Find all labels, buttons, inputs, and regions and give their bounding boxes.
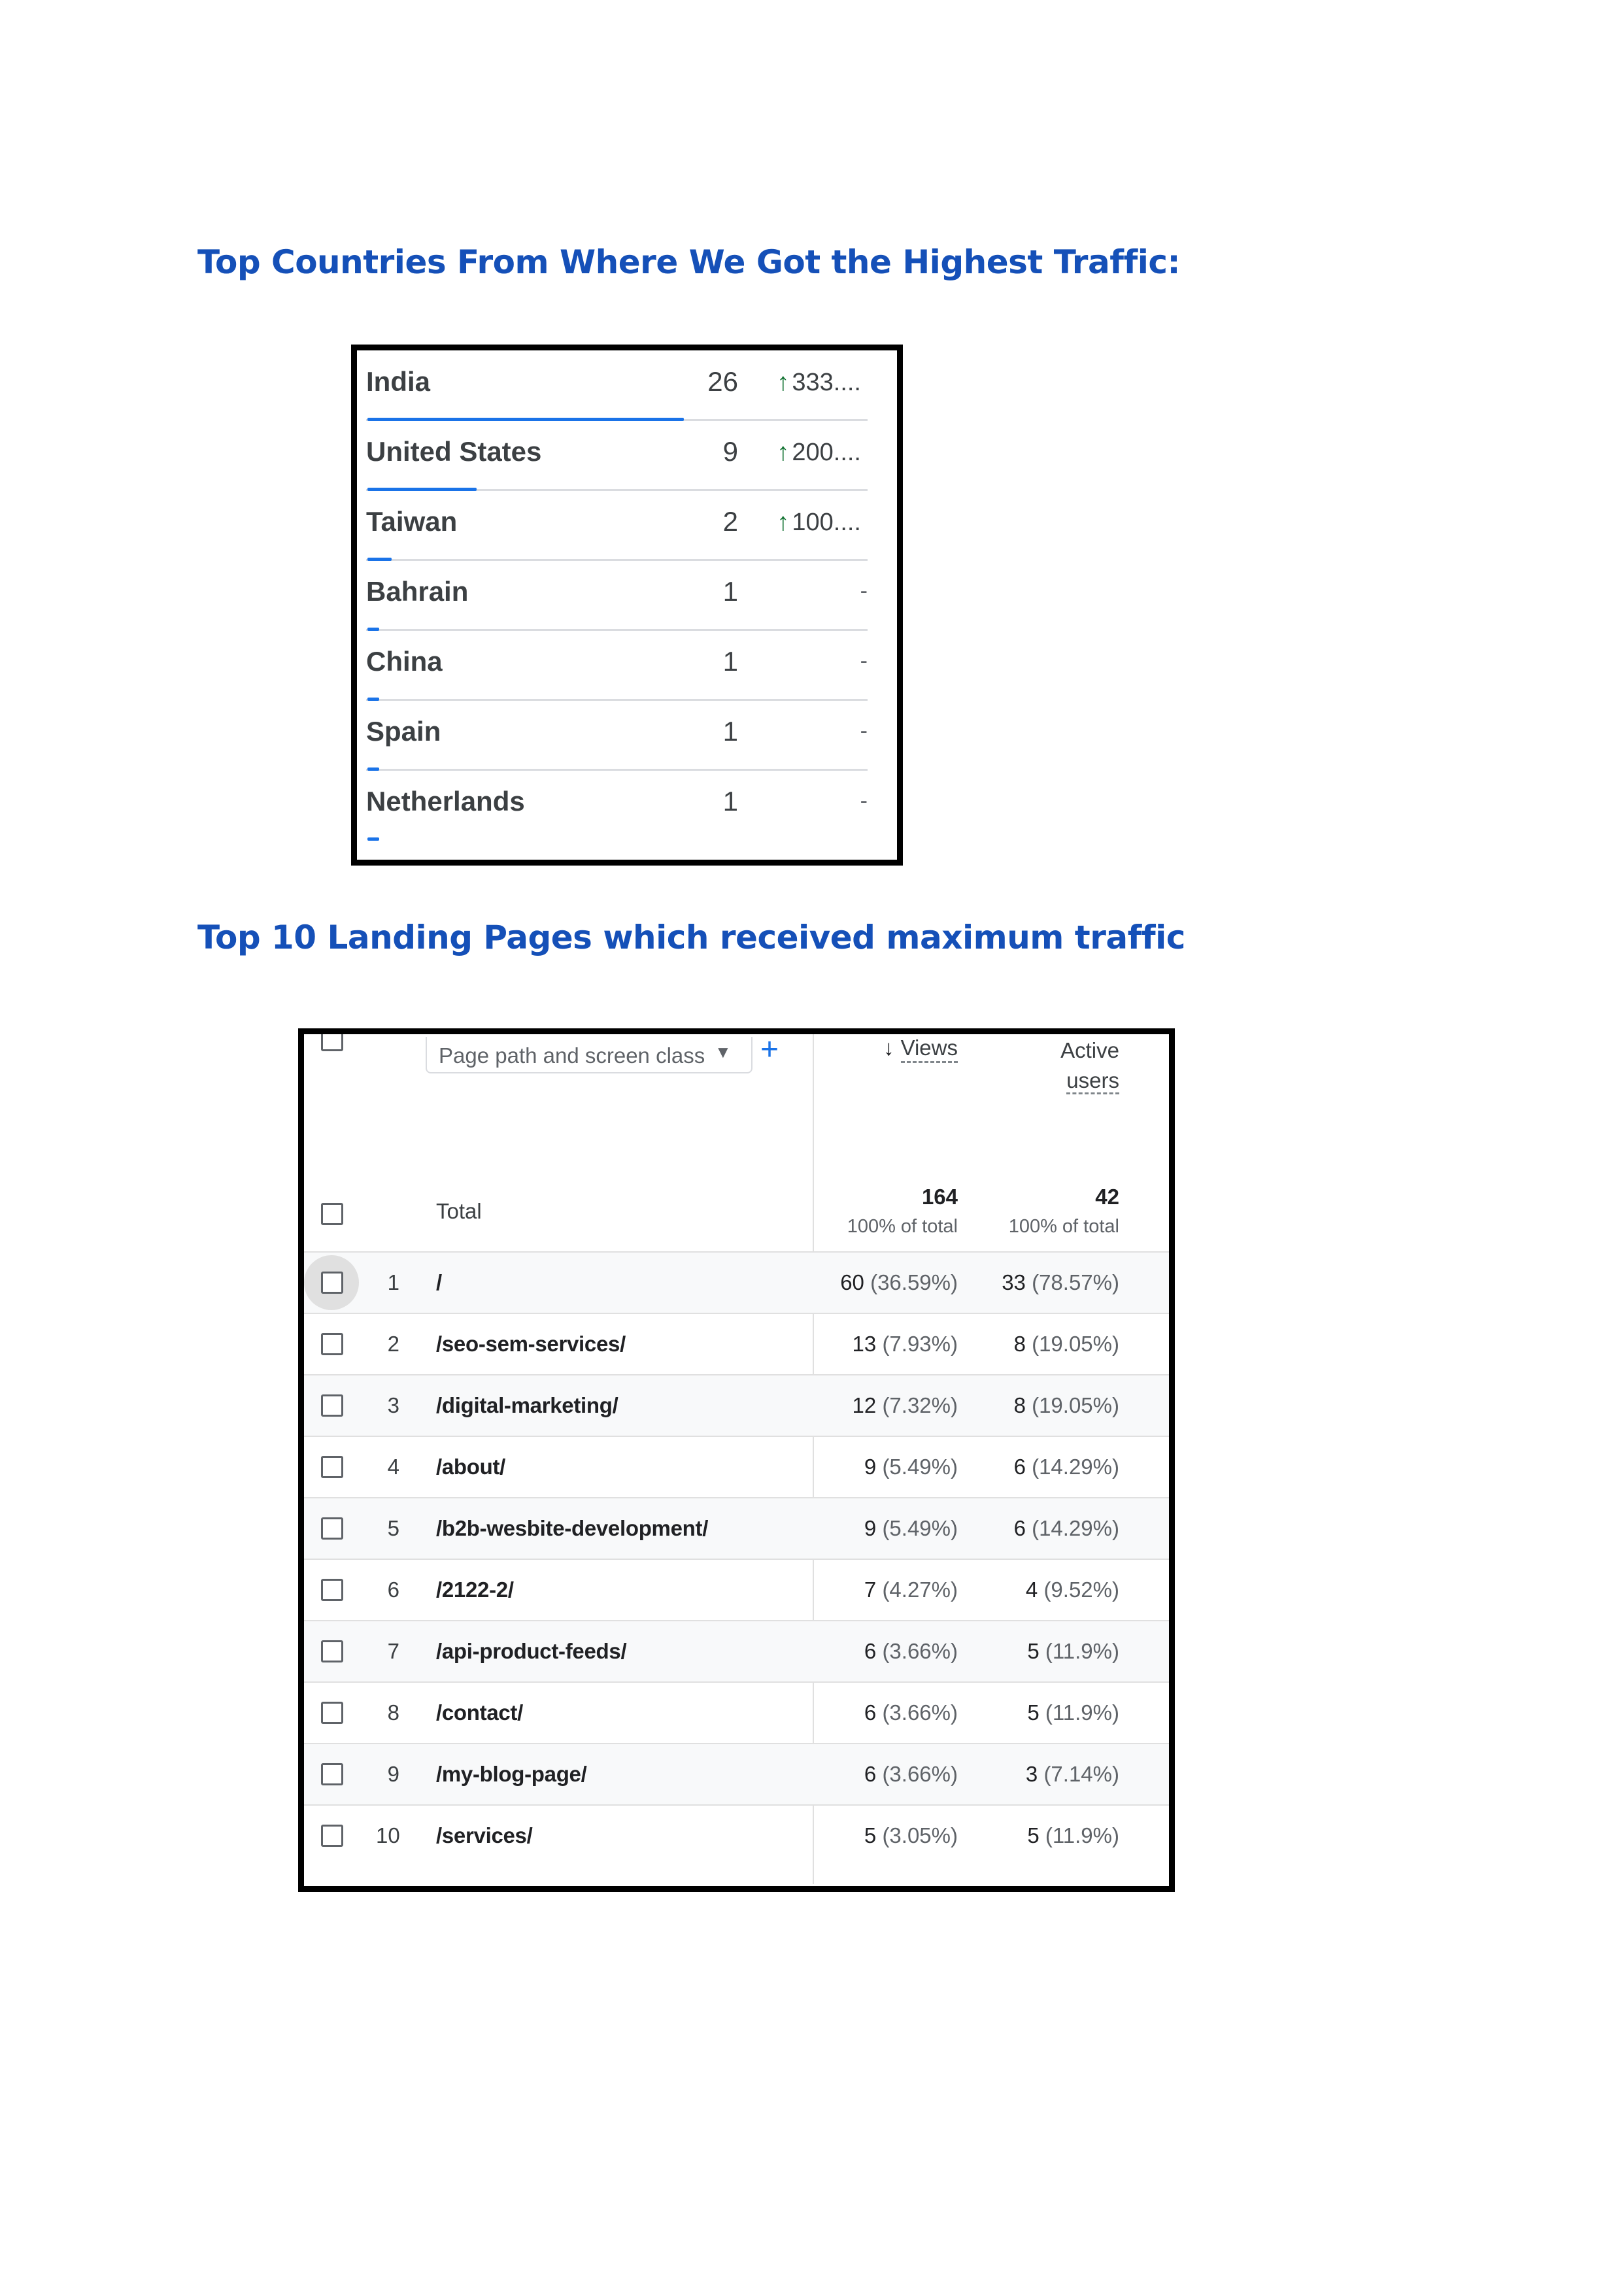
country-change	[777, 509, 861, 537]
row-active-users	[1002, 1270, 1119, 1295]
views-value: 12	[852, 1393, 877, 1417]
row-views	[864, 1516, 958, 1541]
views-value: 13	[852, 1332, 877, 1356]
table-row[interactable]	[304, 1314, 1169, 1375]
country-name: Netherlands	[366, 786, 525, 817]
users-percent: (11.9%)	[1045, 1823, 1119, 1847]
total-views: 164	[921, 1185, 958, 1209]
views-value: 9	[864, 1455, 877, 1479]
page-path[interactable]: /seo-sem-services/	[436, 1332, 626, 1356]
row-active-users	[1014, 1393, 1119, 1418]
country-share-bar	[367, 837, 379, 841]
users-value: 4	[1025, 1577, 1038, 1602]
views-percent: (7.93%)	[882, 1332, 958, 1356]
row-active-users	[1027, 1700, 1119, 1725]
table-row[interactable]	[304, 1498, 1169, 1560]
views-percent: (7.32%)	[882, 1393, 958, 1417]
active-users-label-line1: Active	[1060, 1038, 1119, 1062]
users-value: 5	[1027, 1700, 1040, 1725]
country-name: China	[366, 646, 443, 677]
page-path[interactable]: /api-product-feeds/	[436, 1639, 627, 1663]
row-checkbox[interactable]	[321, 1763, 343, 1785]
row-active-users	[1014, 1455, 1119, 1479]
views-column-header[interactable]	[883, 1036, 958, 1060]
page-path[interactable]: /contact/	[436, 1700, 523, 1725]
country-change-value: 200....	[792, 439, 861, 466]
country-change: -	[860, 788, 868, 813]
users-percent: (78.57%)	[1032, 1270, 1119, 1294]
row-checkbox[interactable]	[321, 1333, 343, 1355]
country-row[interactable]	[366, 770, 868, 839]
table-row[interactable]	[304, 1375, 1169, 1437]
dimension-label: Page path and screen class	[439, 1043, 705, 1068]
country-change: -	[860, 649, 868, 673]
views-value: 6	[864, 1639, 877, 1663]
table-row[interactable]	[304, 1560, 1169, 1621]
users-percent: (14.29%)	[1032, 1516, 1119, 1540]
row-active-users	[1027, 1823, 1119, 1848]
active-users-column-header[interactable]	[1060, 1036, 1119, 1096]
views-percent: (4.27%)	[882, 1577, 958, 1602]
country-users: 26	[707, 366, 738, 397]
country-users: 1	[722, 646, 738, 677]
country-row[interactable]	[366, 700, 868, 771]
active-users-label-line2: users	[1066, 1068, 1119, 1094]
row-active-users	[1014, 1332, 1119, 1357]
select-all-checkbox[interactable]	[321, 1203, 343, 1225]
countries-table	[351, 345, 903, 866]
country-users: 1	[722, 786, 738, 817]
row-rank: 8	[387, 1700, 399, 1725]
row-checkbox[interactable]	[321, 1702, 343, 1724]
country-name: Taiwan	[366, 506, 458, 537]
users-value: 8	[1013, 1393, 1026, 1417]
country-change: -	[860, 579, 868, 603]
country-change: -	[860, 718, 868, 743]
country-users: 9	[722, 436, 738, 467]
country-change-value: 100....	[792, 509, 861, 536]
users-value: 8	[1013, 1332, 1026, 1356]
row-views	[864, 1823, 958, 1848]
row-checkbox[interactable]	[321, 1825, 343, 1847]
country-change	[777, 439, 861, 467]
row-rank: 1	[387, 1270, 399, 1294]
dimension-selector[interactable]	[426, 1037, 753, 1073]
users-percent: (11.9%)	[1045, 1700, 1119, 1725]
row-active-users	[1014, 1516, 1119, 1541]
views-value: 7	[864, 1577, 877, 1602]
country-change	[777, 369, 861, 397]
arrow-up-icon: ↑	[777, 439, 790, 466]
page-path[interactable]: /digital-marketing/	[436, 1393, 618, 1417]
views-percent: (36.59%)	[870, 1270, 958, 1294]
country-name: Spain	[366, 716, 441, 747]
page-path[interactable]: /about/	[436, 1455, 506, 1479]
views-percent: (3.66%)	[882, 1762, 958, 1786]
users-percent: (9.52%)	[1043, 1577, 1119, 1602]
views-percent: (5.49%)	[882, 1516, 958, 1540]
country-name: India	[366, 366, 431, 397]
page-path[interactable]: /services/	[436, 1823, 533, 1847]
add-dimension-button[interactable]: +	[760, 1032, 779, 1067]
row-checkbox[interactable]	[321, 1517, 343, 1540]
views-value: 6	[864, 1700, 877, 1725]
total-label: Total	[436, 1199, 482, 1223]
views-value: 60	[840, 1270, 864, 1294]
views-percent: (5.49%)	[882, 1455, 958, 1479]
country-row[interactable]	[366, 490, 868, 561]
row-active-users	[1027, 1639, 1119, 1664]
row-rank: 10	[376, 1823, 400, 1847]
table-row[interactable]	[304, 1683, 1169, 1744]
country-name: Bahrain	[366, 576, 469, 607]
row-active-users	[1026, 1762, 1119, 1787]
row-rank: 3	[387, 1393, 399, 1417]
table-row[interactable]	[304, 1806, 1169, 1866]
country-row[interactable]	[366, 630, 868, 701]
arrow-up-icon: ↑	[777, 509, 790, 536]
row-rank: 6	[387, 1577, 399, 1602]
page-path[interactable]: /b2b-wesbite-development/	[436, 1516, 709, 1540]
users-value: 6	[1013, 1455, 1026, 1479]
country-users: 1	[722, 716, 738, 747]
row-checkbox[interactable]	[321, 1640, 343, 1662]
countries-heading: Top Countries From Where We Got the Highest Traffic:	[197, 243, 1180, 281]
table-row[interactable]	[304, 1437, 1169, 1498]
row-views	[853, 1332, 958, 1357]
country-row[interactable]	[366, 420, 868, 491]
row-views	[853, 1393, 958, 1418]
users-value: 3	[1025, 1762, 1038, 1786]
row-views	[864, 1577, 958, 1602]
landing-pages-table	[298, 1028, 1175, 1892]
users-percent: (19.05%)	[1032, 1393, 1119, 1417]
users-percent: (14.29%)	[1032, 1455, 1119, 1479]
row-rank: 9	[387, 1762, 399, 1786]
page-path[interactable]: /	[436, 1270, 442, 1294]
views-percent: (3.66%)	[882, 1700, 958, 1725]
arrow-up-icon: ↑	[777, 369, 790, 396]
row-rank: 4	[387, 1455, 399, 1479]
views-header-label: Views	[901, 1036, 958, 1063]
table-row[interactable]	[304, 1621, 1169, 1683]
total-users: 42	[1095, 1185, 1119, 1209]
row-checkbox[interactable]	[321, 1272, 343, 1294]
table-row[interactable]	[304, 1253, 1169, 1314]
table-row[interactable]	[304, 1744, 1169, 1806]
country-row[interactable]	[366, 560, 868, 631]
page-path[interactable]: /my-blog-page/	[436, 1762, 587, 1786]
page-path[interactable]: /2122-2/	[436, 1577, 514, 1602]
caret-down-icon: ▼	[715, 1042, 732, 1062]
country-name: United States	[366, 436, 542, 467]
row-checkbox[interactable]	[321, 1579, 343, 1601]
row-active-users	[1026, 1577, 1119, 1602]
country-users: 1	[722, 576, 738, 607]
row-checkbox[interactable]	[321, 1394, 343, 1417]
users-percent: (7.14%)	[1043, 1762, 1119, 1786]
users-value: 6	[1013, 1516, 1026, 1540]
row-views	[864, 1639, 958, 1664]
total-row	[304, 1179, 1169, 1253]
landing-pages-heading: Top 10 Landing Pages which received maximum traffic	[197, 919, 1185, 956]
views-value: 6	[864, 1762, 877, 1786]
views-value: 5	[864, 1823, 877, 1847]
total-views-percent: 100% of total	[847, 1216, 958, 1237]
country-change-value: 333....	[792, 369, 861, 396]
views-value: 9	[864, 1516, 877, 1540]
views-percent: (3.05%)	[882, 1823, 958, 1847]
row-views	[864, 1455, 958, 1479]
row-views	[864, 1762, 958, 1787]
country-users: 2	[722, 506, 738, 537]
sort-arrow-icon: ↓	[883, 1036, 894, 1060]
row-rank: 2	[387, 1332, 399, 1356]
users-value: 5	[1027, 1639, 1040, 1663]
users-value: 33	[1002, 1270, 1026, 1294]
users-value: 5	[1027, 1823, 1040, 1847]
users-percent: (11.9%)	[1045, 1639, 1119, 1663]
row-views	[864, 1700, 958, 1725]
country-row[interactable]	[366, 350, 868, 421]
views-percent: (3.66%)	[882, 1639, 958, 1663]
row-views	[840, 1270, 958, 1295]
row-rank: 5	[387, 1516, 399, 1540]
select-all-checkbox-header[interactable]	[321, 1029, 343, 1051]
row-rank: 7	[387, 1639, 399, 1663]
total-users-percent: 100% of total	[1008, 1216, 1119, 1237]
row-checkbox[interactable]	[321, 1456, 343, 1478]
users-percent: (19.05%)	[1032, 1332, 1119, 1356]
